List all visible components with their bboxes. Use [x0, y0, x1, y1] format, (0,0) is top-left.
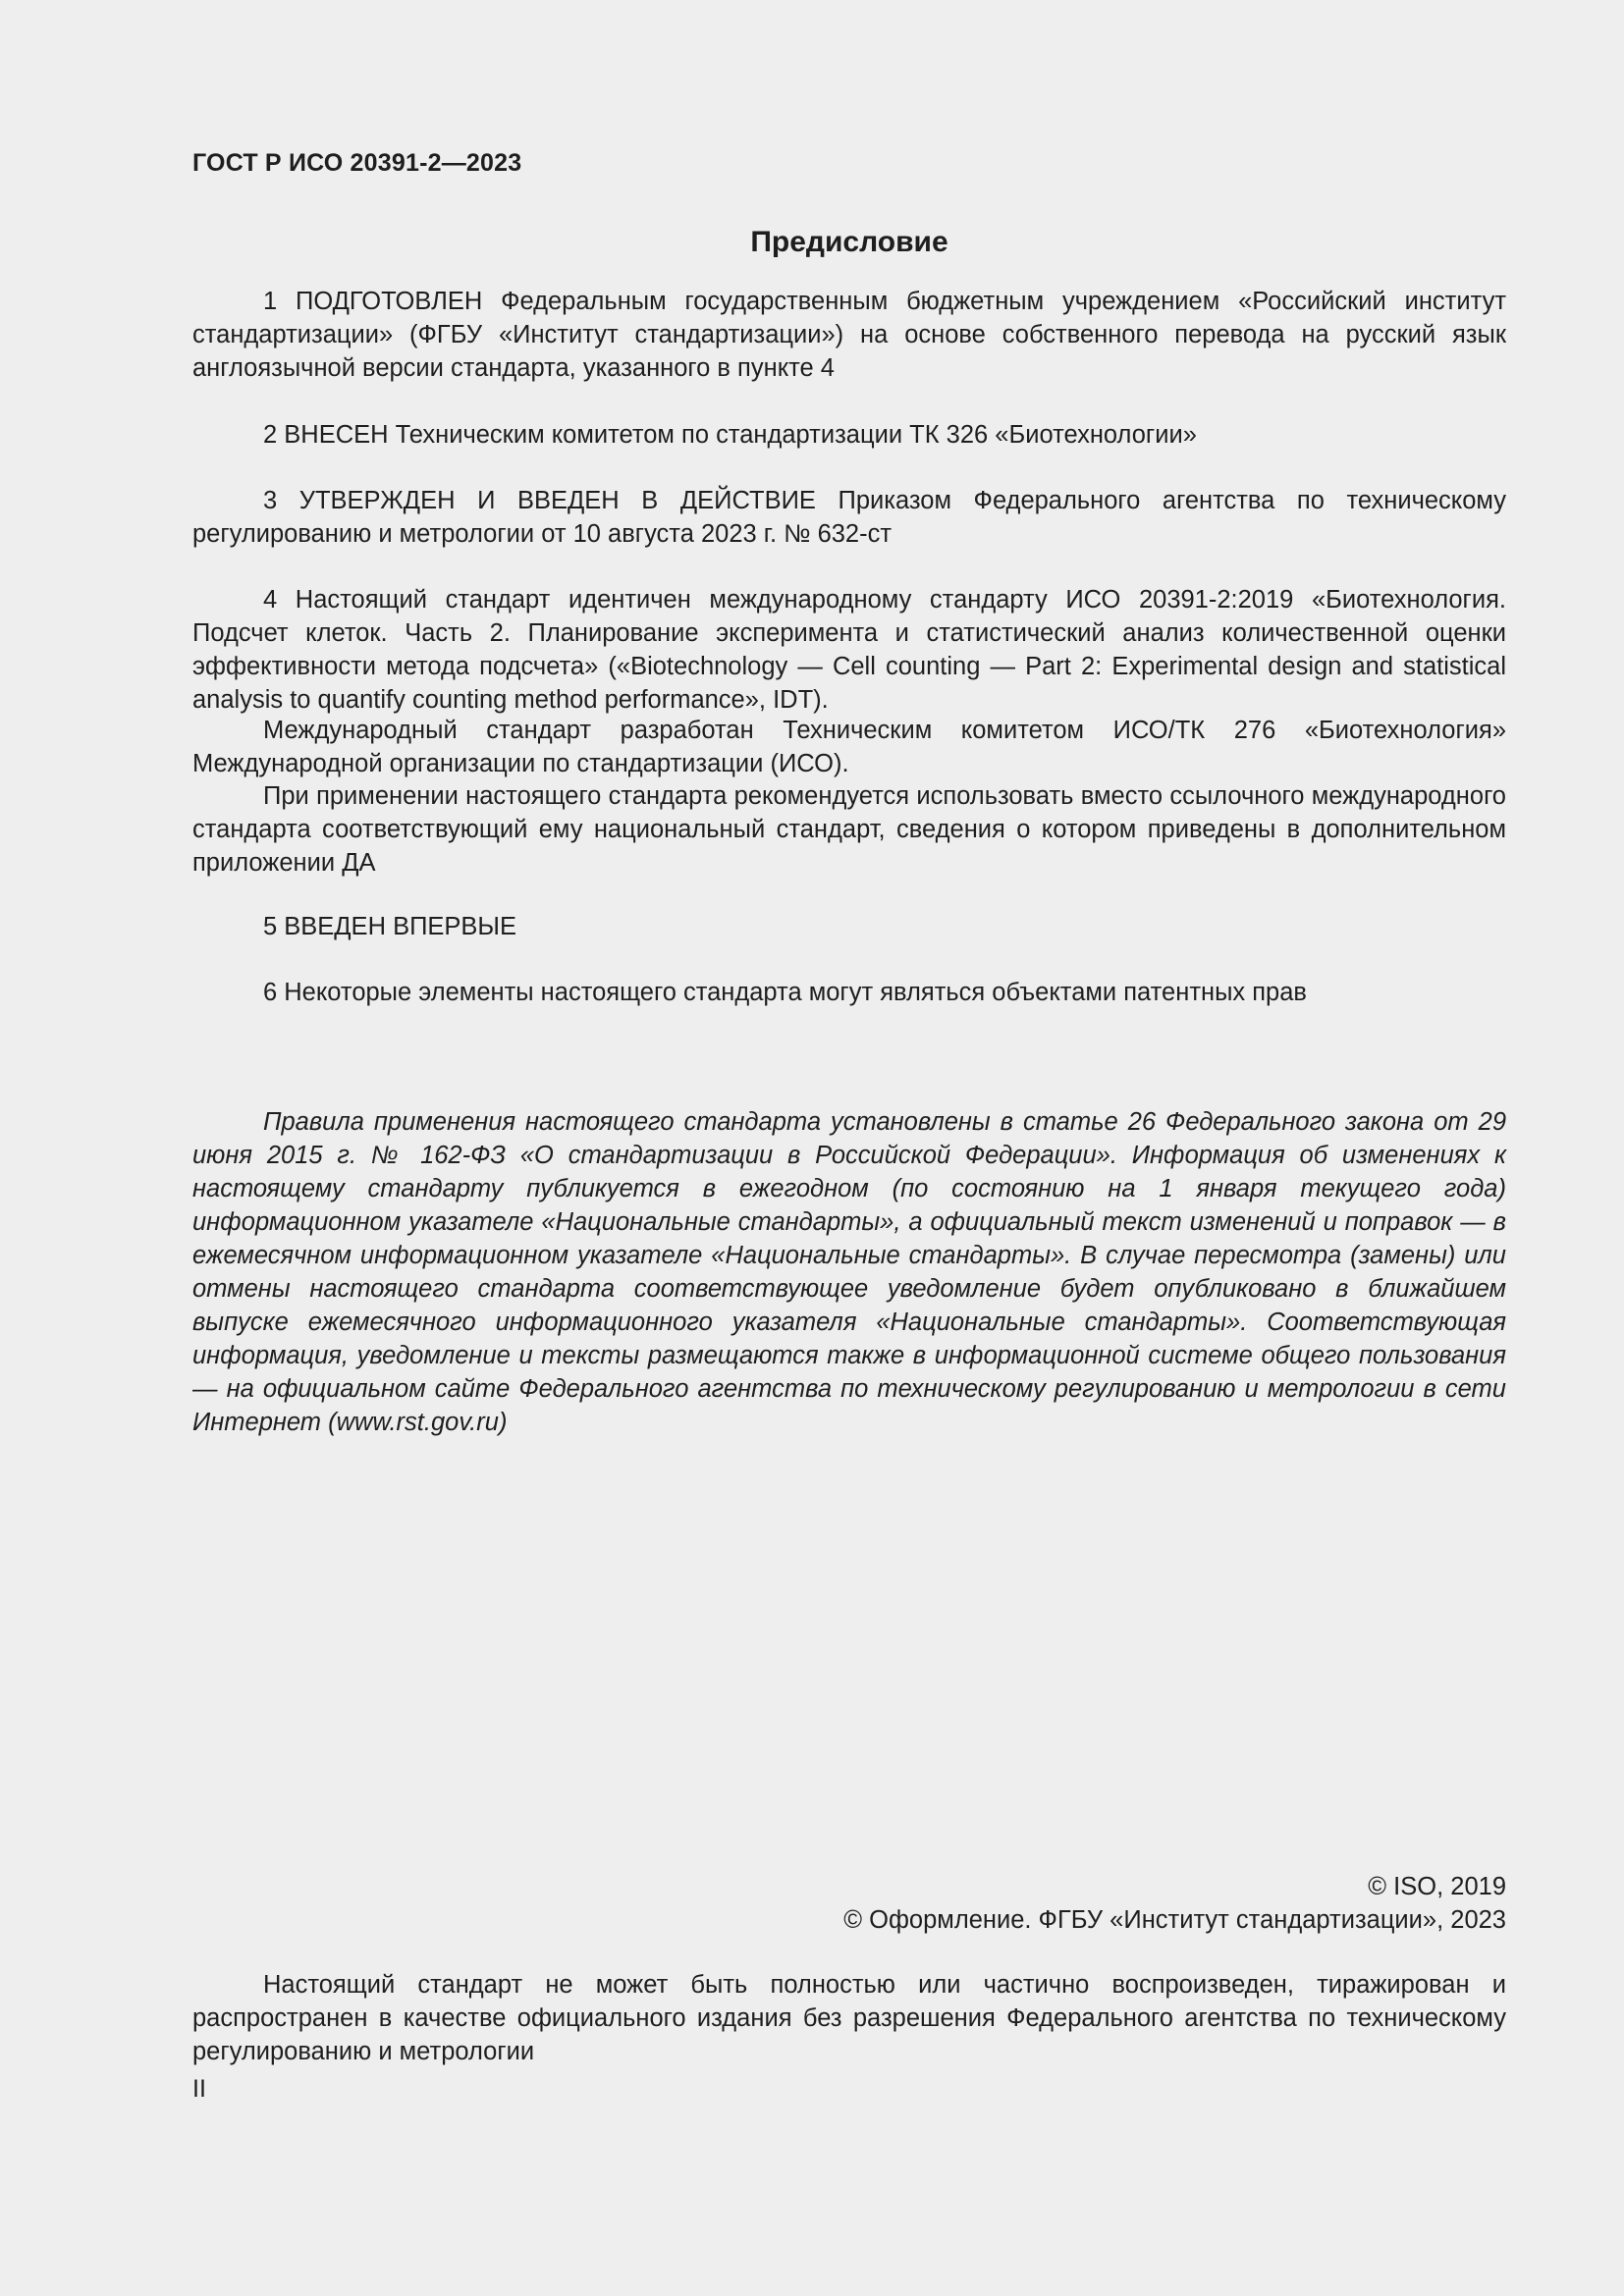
foreword-item-5: 5 ВВЕДЕН ВПЕРВЫЕ: [263, 913, 517, 940]
foreword-item-6: 6 Некоторые элементы настоящего стандарта могут являться объектами патентных прав: [263, 979, 1307, 1006]
copyright-block: [192, 1870, 1506, 1937]
page-number: II: [192, 2075, 206, 2103]
foreword-item-4-iso-committee: Международный стандарт разработан Техническим комитетом ИСО/ТК 276 «Биотехнология» Международной организации по стандартизации (ИСО).: [192, 717, 1506, 777]
foreword-title: Предисловие: [750, 226, 948, 258]
reproduction-notice: Настоящий стандарт не может быть полностью или частично воспроизведен, тиражирован и распространен в качестве официального издания без разрешения Федерального агентства по техническому регулированию и метрологии: [192, 1971, 1506, 2065]
copyright-design: © Оформление. ФГБУ «Институт стандартизации», 2023: [843, 1906, 1506, 1934]
copyright-iso: © ISO, 2019: [1368, 1873, 1506, 1900]
foreword-item-4-application: При применении настоящего стандарта рекомендуется использовать вместо ссылочного международного стандарта соответствующий ему национальный стандарт, сведения о котором приведены в дополнительном приложении ДА: [192, 782, 1506, 877]
foreword-item-4: 4 Настоящий стандарт идентичен международному стандарту ИСО 20391-2:2019 «Биотехнология. Подсчет клеток. Часть 2. Планирование эксперимента и статистический анализ количественной оценки эффективности метода подсчета» («Biotechnology — Cell counting — Part 2: Experimental design and statistical analysis to quantify counting method performance», IDT).: [192, 586, 1506, 714]
foreword-item-3: 3 УТВЕРЖДЕН И ВВЕДЕН В ДЕЙСТВИЕ Приказом Федерального агентства по техническому регулированию и метрологии от 10 августа 2023 г. № 632-ст: [192, 487, 1506, 548]
foreword-item-1: 1 ПОДГОТОВЛЕН Федеральным государственным бюджетным учреждением «Российский институт стандартизации» (ФГБУ «Институт стандартизации») на основе собственного перевода на русский язык англоязычной версии стандарта, указанного в пункте 4: [192, 288, 1506, 382]
foreword-item-2: 2 ВНЕСЕН Техническим комитетом по стандартизации ТК 326 «Биотехнологии»: [263, 421, 1197, 449]
document-code: ГОСТ Р ИСО 20391-2—2023: [192, 149, 522, 177]
rules-note: Правила применения настоящего стандарта установлены в статье 26 Федерального закона от 29 июня 2015 г. № 162-ФЗ «О стандартизации в Российской Федерации». Информация об изменениях к настоящему стандарту публикуется в ежегодном (по состоянию на 1 января текущего года) информационном указателе «Национальные стандарты», а официальный текст изменений и поправок — в ежемесячном информационном указателе «Национальные стандарты». В случае пересмотра (замены) или отмены настоящего стандарта соответствующее уведомление будет опубликовано в ближайшем выпуске ежемесячного информационного указателя «Национальные стандарты». Соответствующая информация, уведомление и тексты размещаются также в информационной системе общего пользования — на официальном сайте Федерального агентства по техническому регулированию и метрологии в сети Интернет (www.rst.gov.ru): [192, 1108, 1506, 1436]
